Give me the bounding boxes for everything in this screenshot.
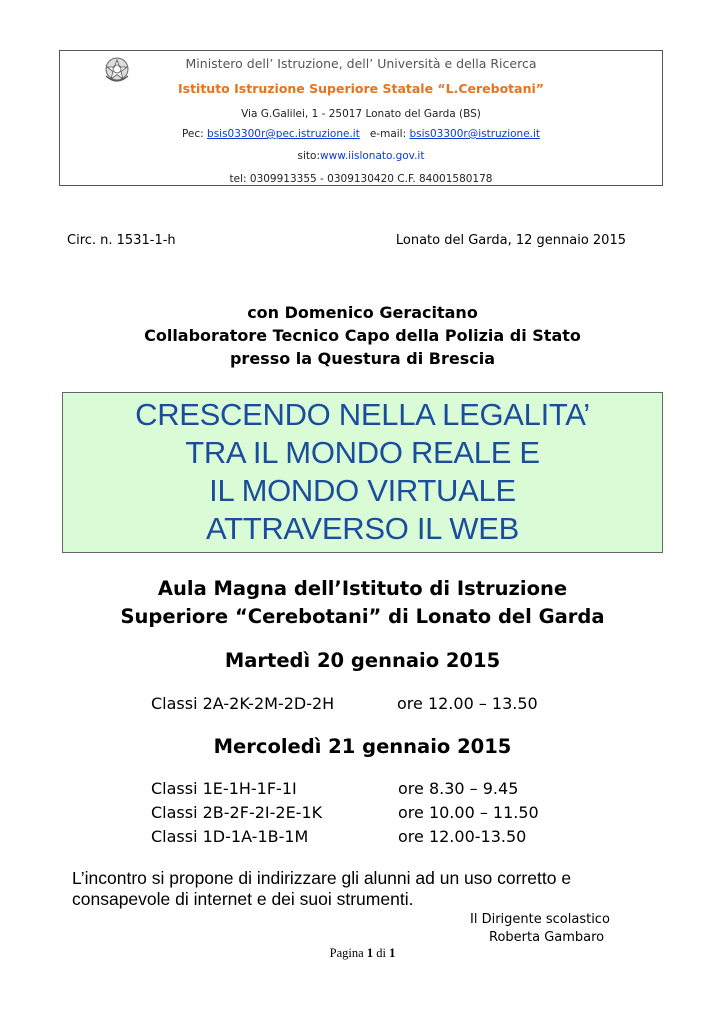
page-label: Pagina [329,946,364,960]
letterhead [59,50,663,186]
pec-email-link[interactable]: bsis03300r@pec.istruzione.it [207,128,360,140]
event-title-line-4: ATTRAVERSO IL WEB [206,511,519,546]
pec-label: Pec: [181,128,208,140]
page-of-label: di [376,946,386,960]
schedule-classes: Classi 2B-2F-2I-2E-1K [151,803,323,822]
schedule-time: ore 12.00 – 13.50 [397,694,538,713]
email-link[interactable]: bsis03300r@istruzione.it [409,128,541,140]
circular-number: Circ. n. 1531-1-h [67,233,176,248]
signatory-name: Roberta Gambaro [489,930,605,945]
day-1-label: Martedì 20 gennaio 2015 [224,649,501,672]
venue-line-1: Aula Magna dell’Istituto di Istruzione [157,577,568,600]
venue-line-2: Superiore “Cerebotani” di Lonato del Garda [120,605,605,628]
event-title-box [62,392,663,553]
website-line [60,150,662,162]
speaker-office: presso la Questura di Brescia [229,349,496,368]
phone-line: tel: 0309913355 - 0309130420 C.F. 84001580178 [229,173,493,185]
ministry-name: Ministero dell’ Istruzione, dell’ Università e della Ricerca [185,56,537,71]
speaker-role: Collaboratore Tecnico Capo della Polizia di Stato [144,326,581,345]
email-label: e-mail: [369,128,410,140]
page-total: 1 [389,946,396,960]
page-current: 1 [366,946,374,960]
event-title-line-2: TRA IL MONDO REALE E [185,435,540,470]
signatory-role: Il Dirigente scolastico [470,912,610,927]
institute-address: Via G.Galilei, 1 - 25017 Lonato del Garda (BS) [241,108,481,120]
site-label: sito: [297,150,321,162]
closing-text-line-2: consapevole di internet e dei suoi strumenti. [72,889,414,909]
schedule-time: ore 8.30 – 9.45 [398,779,519,798]
schedule-time: ore 12.00-13.50 [398,827,527,846]
website-link[interactable]: www.iislonato.gov.it [320,150,425,162]
circular-date: Lonato del Garda, 12 gennaio 2015 [395,233,626,248]
event-title-line-3: IL MONDO VIRTUALE [209,473,516,508]
schedule-classes: Classi 1E-1H-1F-1I [151,779,297,798]
closing-text-line-1: L’incontro si propone di indirizzare gli alunni ad un uso corretto e [72,868,572,888]
day-2-label: Mercoledì 21 gennaio 2015 [213,735,512,758]
contact-emails [60,128,662,140]
schedule-classes: Classi 1D-1A-1B-1M [151,827,309,846]
schedule-time: ore 10.00 – 11.50 [398,803,539,822]
institute-name: Istituto Istruzione Superiore Statale “L.Cerebotani” [177,81,544,96]
speaker-name: con Domenico Geracitano [247,303,478,322]
schedule-classes: Classi 2A-2K-2M-2D-2H [151,694,335,713]
event-title-line-1: CRESCENDO NELLA LEGALITA’ [135,397,590,432]
page-footer [0,946,725,961]
